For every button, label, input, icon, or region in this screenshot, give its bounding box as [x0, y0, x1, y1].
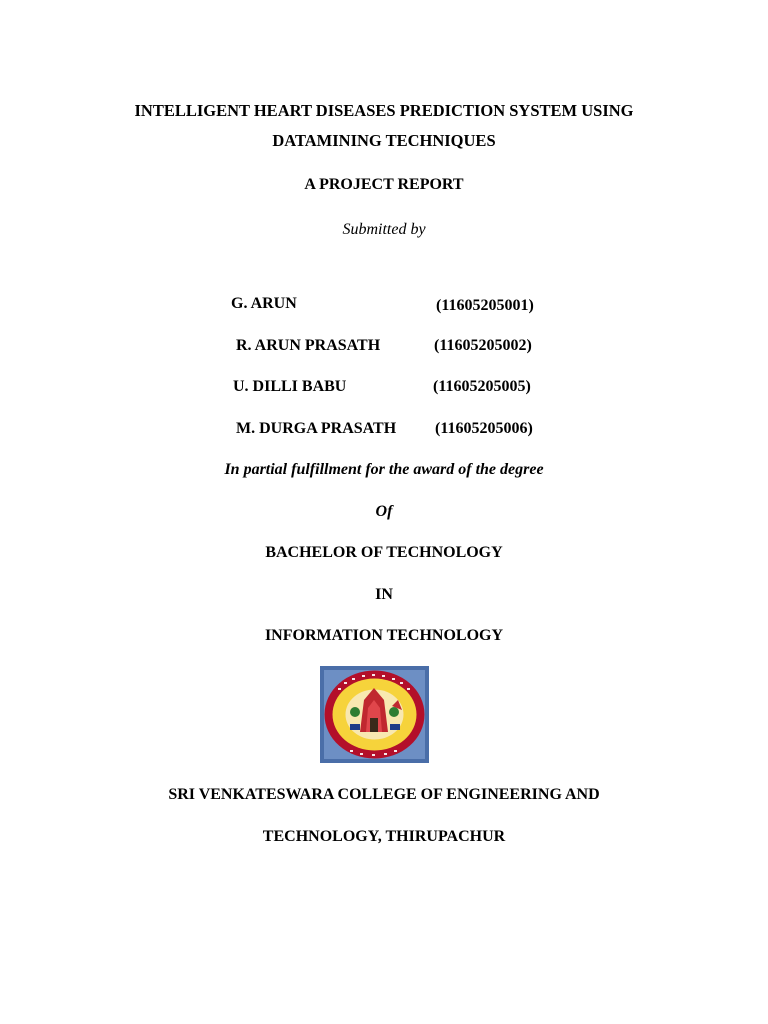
fulfillment-text: In partial fulfillment for the award of the degree	[224, 461, 544, 478]
member-reg: (11605205001)	[436, 297, 534, 314]
member-reg: (11605205005)	[433, 378, 531, 395]
submitted-by: Submitted by	[342, 221, 426, 238]
member-name: G. ARUN	[231, 295, 297, 312]
in-text: IN	[375, 586, 393, 603]
member-reg: (11605205006)	[435, 420, 533, 437]
college-seal-logo	[320, 666, 429, 763]
college-name-line-2: TECHNOLOGY, THIRUPACHUR	[262, 828, 506, 845]
title-line-1: INTELLIGENT HEART DISEASES PREDICTION SYSTEM USING	[134, 101, 634, 120]
title-line-2: DATAMINING TECHNIQUES	[272, 131, 496, 150]
member-name: R. ARUN PRASATH	[236, 337, 381, 354]
member-name: M. DURGA PRASATH	[236, 420, 397, 437]
report-type: A PROJECT REPORT	[304, 176, 464, 193]
college-name-line-1: SRI VENKATESWARA COLLEGE OF ENGINEERING AND	[168, 786, 600, 803]
degree: BACHELOR OF TECHNOLOGY	[265, 544, 503, 561]
branch: INFORMATION TECHNOLOGY	[264, 627, 504, 644]
member-name: U. DILLI BABU	[233, 378, 347, 395]
member-reg: (11605205002)	[434, 337, 532, 354]
of-text: Of	[375, 503, 393, 520]
